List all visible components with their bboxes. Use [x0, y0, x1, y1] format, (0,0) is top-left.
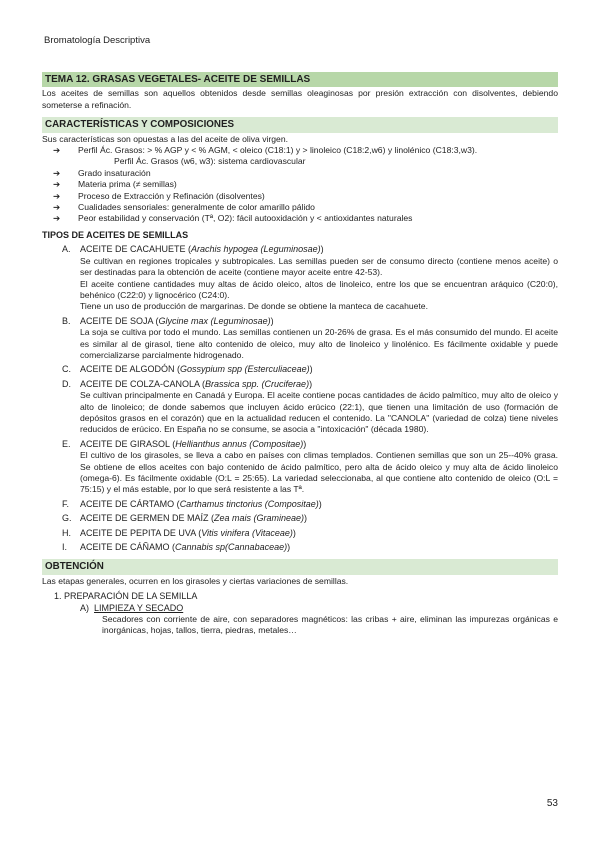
oil-type-species: Zea mais (Gramineae) [214, 513, 305, 524]
list-item-text: Proceso de Extracción y Refinación (disolventes) [78, 190, 265, 201]
oil-type-letter: B. [62, 315, 71, 326]
oil-type-name: ACEITE DE CÁRTAMO ( [80, 498, 180, 509]
oil-type-item [42, 542, 558, 553]
list-item [42, 202, 558, 213]
oil-type-heading [42, 542, 558, 553]
oil-type-item [42, 439, 558, 496]
oil-type-letter: E. [62, 438, 71, 449]
oil-type-close: ) [304, 513, 308, 524]
page-number: 53 [546, 798, 558, 809]
oil-type-heading [42, 499, 558, 510]
document-header-title: Bromatología Descriptiva [44, 35, 151, 46]
characteristics-lead: Sus características son opuestas a las del aceite de oliva virgen. [42, 133, 289, 144]
list-item-text: Grado insaturación [78, 167, 151, 178]
oil-type-letter: F. [62, 498, 70, 509]
oil-type-species: Hellianthus annus (Compositae) [175, 438, 304, 449]
oil-type-close: ) [309, 378, 313, 389]
oil-type-item [42, 499, 558, 510]
substep-label: A) [80, 602, 89, 613]
obtention-steps [42, 591, 558, 637]
oil-type-name: ACEITE DE GIRASOL ( [80, 438, 176, 449]
oil-type-item [42, 528, 558, 539]
list-item [42, 191, 558, 202]
oil-type-name: ACEITE DE ALGODÓN ( [80, 364, 181, 375]
oil-type-species: Carthamus tinctorius (Compositae) [179, 498, 319, 509]
step-heading: 1. PREPARACIÓN DE LA SEMILLA [54, 591, 198, 602]
oil-type-close: ) [292, 527, 296, 538]
oil-type-heading [42, 244, 558, 255]
oil-type-item [42, 513, 558, 524]
section-heading-characteristics: CARACTERÍSTICAS Y COMPOSICIONES [42, 117, 558, 132]
oil-type-letter: H. [62, 527, 71, 538]
oil-type-heading [42, 379, 558, 390]
substep-title: LIMPIEZA Y SECADO [94, 602, 184, 613]
document-content [42, 72, 558, 637]
oil-type-name: ACEITE DE CÁÑAMO ( [80, 542, 176, 553]
oil-type-close: ) [303, 438, 307, 449]
oil-type-name: ACEITE DE SOJA ( [80, 315, 159, 326]
oil-type-item [42, 379, 558, 436]
oil-types-list [42, 244, 558, 553]
oil-type-species: Glycine max (Leguminosae) [158, 315, 271, 326]
subsection-heading-types: TIPOS DE ACEITES DE SEMILLAS [42, 229, 189, 240]
oil-type-description: El cultivo de los girasoles, se lleva a cabo en países con climas templados. Contienen semillas que son un 25--40% grasa. Se obtiene de ellos aceites con bajo contenido de ácido palmítico, pero alta de ácido oleico y muy alta de ácido linoleico (omega-6). Es fácilmente oxidable (O:L = 25:65). La variedad seleccionaba, al que contiene alto contenido de oleico (O:L = 75:15) y el más estable, por lo que será resistente a las Tª. [80, 450, 558, 495]
substep-description: Secadores con corriente de aire, con separadores magnéticos: las cribas + aire, eliminan las impurezas orgánicas e inorgánicas, hojas, tallos, tierra, piedras, metales… [102, 614, 558, 636]
arrow-bullet-icon: ➔ [53, 179, 61, 190]
oil-type-heading [42, 364, 558, 375]
obtention-lead: Las etapas generales, ocurren en los girasoles y ciertas variaciones de semillas. [42, 575, 349, 586]
oil-type-letter: G. [62, 513, 72, 524]
oil-type-name: ACEITE DE COLZA-CANOLA ( [80, 378, 206, 389]
oil-type-letter: C. [62, 364, 71, 375]
oil-type-letter: I. [62, 542, 68, 553]
oil-type-name: ACEITE DE GERMEN DE MAÍZ ( [80, 513, 215, 524]
oil-type-close: ) [287, 542, 291, 553]
oil-type-heading [42, 439, 558, 450]
arrow-bullet-icon: ➔ [53, 167, 61, 178]
oil-type-species: Cannabis sp(Cannabaceae) [175, 542, 288, 553]
oil-type-close: ) [320, 244, 324, 255]
arrow-bullet-icon: ➔ [53, 202, 61, 213]
oil-type-description: El aceite contiene cantidades muy altas de ácido oleico, altos de linoleico, entre los que se encuentran aráquico (C20:0), behénico (C22:0) y lignocérico (C24:0). [80, 278, 558, 300]
oil-type-description: Tiene un uso de producción de margarinas. De donde se obtiene la manteca de cacahuete. [80, 301, 428, 312]
substep-heading [42, 603, 558, 614]
oil-type-item [42, 244, 558, 312]
oil-type-item [42, 364, 558, 375]
chapter-heading: TEMA 12. GRASAS VEGETALES- ACEITE DE SEMILLAS [42, 72, 558, 87]
characteristics-list [42, 145, 558, 225]
oil-type-description: La soja se cultiva por todo el mundo. Las semillas contienen un 20-26% de grasa. Es el más consumido del mundo. El aceite es similar al de girasol, tiene alto contenido de oleico, muy alto de linoleico y linolénico. Es fácilmente oxidable y puede comercializarse parcialmente hidrogenado. [80, 327, 558, 360]
oil-type-name: ACEITE DE PEPITA DE UVA ( [80, 527, 202, 538]
oil-type-species: Gossypium spp (Esterculiaceae) [180, 364, 310, 375]
oil-type-close: ) [309, 364, 313, 375]
oil-type-close: ) [270, 315, 274, 326]
arrow-bullet-icon: ➔ [53, 190, 61, 201]
list-item-extra-text: Perfil Ác. Grasos (w6, w3): sistema cardiovascular [114, 156, 306, 167]
list-item-text: Peor estabilidad y conservación (Tª, O2): fácil autooxidación y < antioxidantes naturales [78, 213, 413, 224]
oil-type-species: Arachis hypogea (Leguminosae) [191, 244, 321, 255]
oil-type-species: Vitis vinifera (Vitaceae) [201, 527, 293, 538]
list-item [42, 145, 558, 156]
list-item-text: Perfil Ác. Grasos: > % AGP y < % AGM, < oleico (C18:1) y > linoleico (C18:2,w6) y linolénico (C18:3,w3). [78, 145, 478, 156]
oil-type-heading [42, 513, 558, 524]
oil-type-name: ACEITE DE CACAHUETE ( [80, 244, 192, 255]
oil-type-item [42, 316, 558, 362]
oil-type-heading [42, 316, 558, 327]
oil-type-description: Se cultivan en regiones tropicales y subtropicales. Las semillas pueden ser de consumo directo (contiene menos aceite) o ser destinadas para la obtención de aceite (contiene mayor aceite entre 42-53). [80, 255, 558, 278]
oil-type-close: ) [318, 498, 322, 509]
list-item [42, 179, 558, 190]
list-item-continuation [42, 156, 558, 167]
list-item [42, 168, 558, 179]
list-item-text: Cualidades sensoriales: generalmente de color amarillo pálido [78, 202, 315, 213]
oil-type-species: Brassica spp. (Cruciferae) [205, 378, 310, 389]
oil-type-letter: D. [62, 378, 71, 389]
oil-type-description: Se cultivan principalmente en Canadá y Europa. El aceite contiene pocas cantidades de ácido palmítico, muy alto de oleico y alto de linoleico; de donde sabemos que incluyen ácido erúcico (22:1), que tienen una limitación de uso (formación de depósitos grasos en el corazón) que en la actualidad reducen el contenido. La "CANOLA" (variedad de colza) tiene niveles reducidos de erúcico. En España no se consume, se asocia a "intoxicación" (década 1980). [80, 390, 558, 435]
oil-type-letter: A. [62, 244, 71, 255]
arrow-bullet-icon: ➔ [53, 145, 61, 156]
arrow-bullet-icon: ➔ [53, 213, 61, 224]
list-item [42, 213, 558, 224]
section-heading-obtention: OBTENCIÓN [42, 559, 558, 574]
list-item-text: Materia prima (≠ semillas) [78, 179, 177, 190]
oil-type-heading [42, 528, 558, 539]
intro-paragraph: Los aceites de semillas son aquellos obtenidos desde semillas oleaginosas por presión extracción con disolventes, debiendo someterse a refinación. [42, 88, 558, 110]
